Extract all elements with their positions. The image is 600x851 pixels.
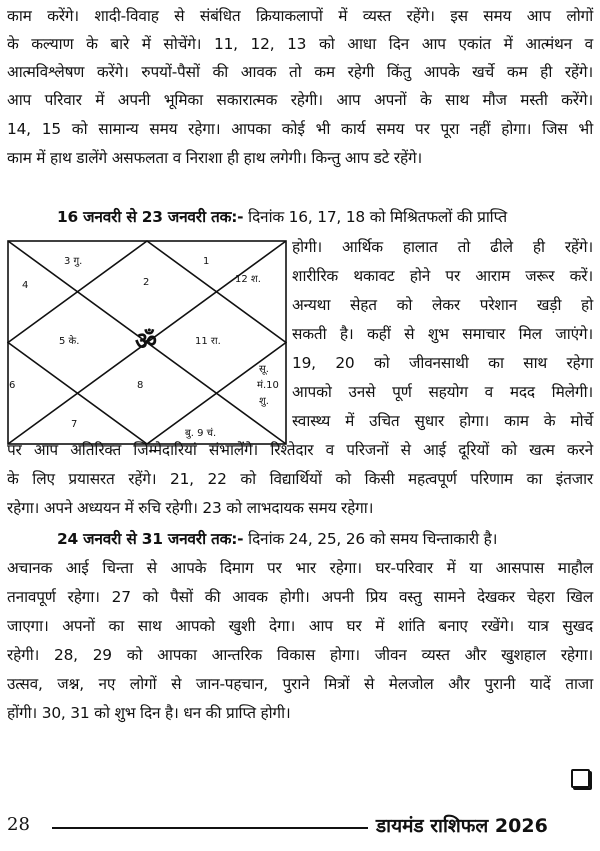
beside-chart-line-7: स्वास्थ्य में उचित सुधार होगा। काम के मोर्चे — [292, 412, 593, 430]
section-2-line-6: होंगी। 30, 31 को शुभ दिन है। धन की प्राप्ति होगी। — [7, 704, 291, 722]
section-2-line-1: अचानक आई चिन्ता से आपके दिमाग पर भार रहेगा। घर-परिवार में या आसपास माहौल — [7, 559, 593, 577]
house-11-label: 11 रा. — [195, 336, 221, 347]
house-12-label: 12 श. — [235, 274, 261, 285]
beside-chart-line-6: आपको उनसे पूर्ण सहयोग व मदद मिलेगी। — [292, 383, 593, 401]
house-4-label: 4 — [22, 280, 29, 291]
section-1-first-line — [57, 207, 593, 227]
after-chart-line-2: के लिए प्रयासरत रहेंगे। 21, 22 को विद्यार्थियों को किसी महत्वपूर्ण परिणाम का इंतजार — [7, 470, 593, 488]
section-1-heading: 16 जनवरी से 23 जनवरी तक:- — [57, 208, 244, 226]
section-2-first-text: दिनांक 24, 25, 26 को समय चिन्ताकारी है। — [248, 530, 498, 548]
house-5-label: 5 के. — [59, 336, 80, 347]
section-2-line-4: रहेगी। 28, 29 को आपका आन्तरिक विकास होगा। जीवन व्यस्त और खुशहाल रहेगा। — [7, 646, 593, 664]
horoscope-chart — [7, 240, 287, 445]
house-10-label-c: शु. — [259, 396, 269, 407]
after-chart-line-3: रहेगा। अपने अध्ययन में रुचि रहेगी। 23 को लाभदायक समय रहेगा। — [7, 499, 374, 517]
section-1-first-text: दिनांक 16, 17, 18 को मिश्रितफलों की प्राप्ति — [248, 208, 507, 226]
house-10-label-b: मं.10 — [257, 380, 279, 391]
house-6-label: 6 — [9, 380, 16, 391]
paragraph-1-line-5: 14, 15 को सामान्य समय रहेगा। आपका कोई भी कार्य समय पर पूरा नहीं होगा। जिस भी — [7, 120, 593, 138]
section-end-box-icon — [571, 769, 590, 788]
paragraph-1-line-3: आत्मविश्लेषण करेंगे। रुपयों-पैसों की आवक तो कम रहेगी किंतु आपके खर्चे कम ही रहेंगे। — [7, 63, 593, 81]
house-10-label-a: सू. — [259, 364, 269, 375]
page-footer — [0, 808, 600, 838]
page-number: 28 — [7, 814, 30, 835]
house-2-label: 2 — [143, 277, 150, 288]
house-3-label: 3 गु. — [64, 256, 83, 267]
section-2-line-5: उत्सव, जश्न, नए लोगों से जान-पहचान, पुराने मित्रों से मेलजोल और पुरानी यादें ताजा — [7, 675, 593, 693]
beside-chart-line-5: 19, 20 को जीवनसाथी का साथ रहेगा — [292, 354, 593, 372]
paragraph-1-line-2: के कल्याण के बारे में सोचेंगे। 11, 12, 13 को आधा दिन आप एकांत में आत्मंथन व — [7, 35, 593, 53]
paragraph-1-line-1: काम करेंगे। शादी-विवाह से संबंधित क्रियाकलापों में व्यस्त रहेंगे। इस समय आप लोगों — [7, 7, 593, 25]
beside-chart-line-2: शारीरिक थकावट होने पर आराम जरूर करें। — [292, 267, 593, 285]
footer-book-title: डायमंड राशिफल 2026 — [376, 815, 548, 837]
section-2-first-line — [57, 529, 593, 549]
house-9-label: बु. 9 चं. — [185, 428, 217, 439]
house-1-label: 1 — [203, 256, 210, 267]
section-2-line-2: तनावपूर्ण रहेगा। 27 को पैसों की आवक होगी। अपनी प्रिय वस्तु सामने देखकर चेहरा खिल — [7, 588, 593, 606]
paragraph-1-line-4: आप परिवार में अपनी भूमिका सकारात्मक रहेगी। आप अपनों के साथ मौज मस्ती करेंगे। — [7, 91, 593, 109]
footer-rule — [52, 827, 368, 829]
house-7-label: 7 — [71, 419, 78, 430]
beside-chart-line-3: अन्यथा सेहत को लेकर परेशान खड़ी हो — [292, 296, 593, 314]
paragraph-1-line-6: काम में हाथ डालेंगे असफलता व निराशा ही हाथ लगेगी। किन्तु आप डटे रहेंगे। — [7, 149, 423, 167]
beside-chart-line-1: होगी। आर्थिक हालात तो ढीले ही रहेंगे। — [292, 238, 593, 256]
house-8-label: 8 — [137, 380, 144, 391]
after-chart-line-1: पर आप अतिरिक्त जिम्मेदारियां संभालेंगे। रिश्तेदार व परिजनों से आई दूरियों को खत्म करने — [7, 441, 593, 459]
om-symbol: ॐ — [135, 327, 157, 355]
beside-chart-line-4: सकती है। कहीं से शुभ समाचार मिल जाएंगे। — [292, 325, 593, 343]
section-2-line-3: जाएगा। अपनों का साथ आपको खुशी देगा। आप घर में शांति बनाए रखेंगे। यात्र सुखद — [7, 617, 593, 635]
section-2-heading: 24 जनवरी से 31 जनवरी तक:- — [57, 530, 244, 548]
